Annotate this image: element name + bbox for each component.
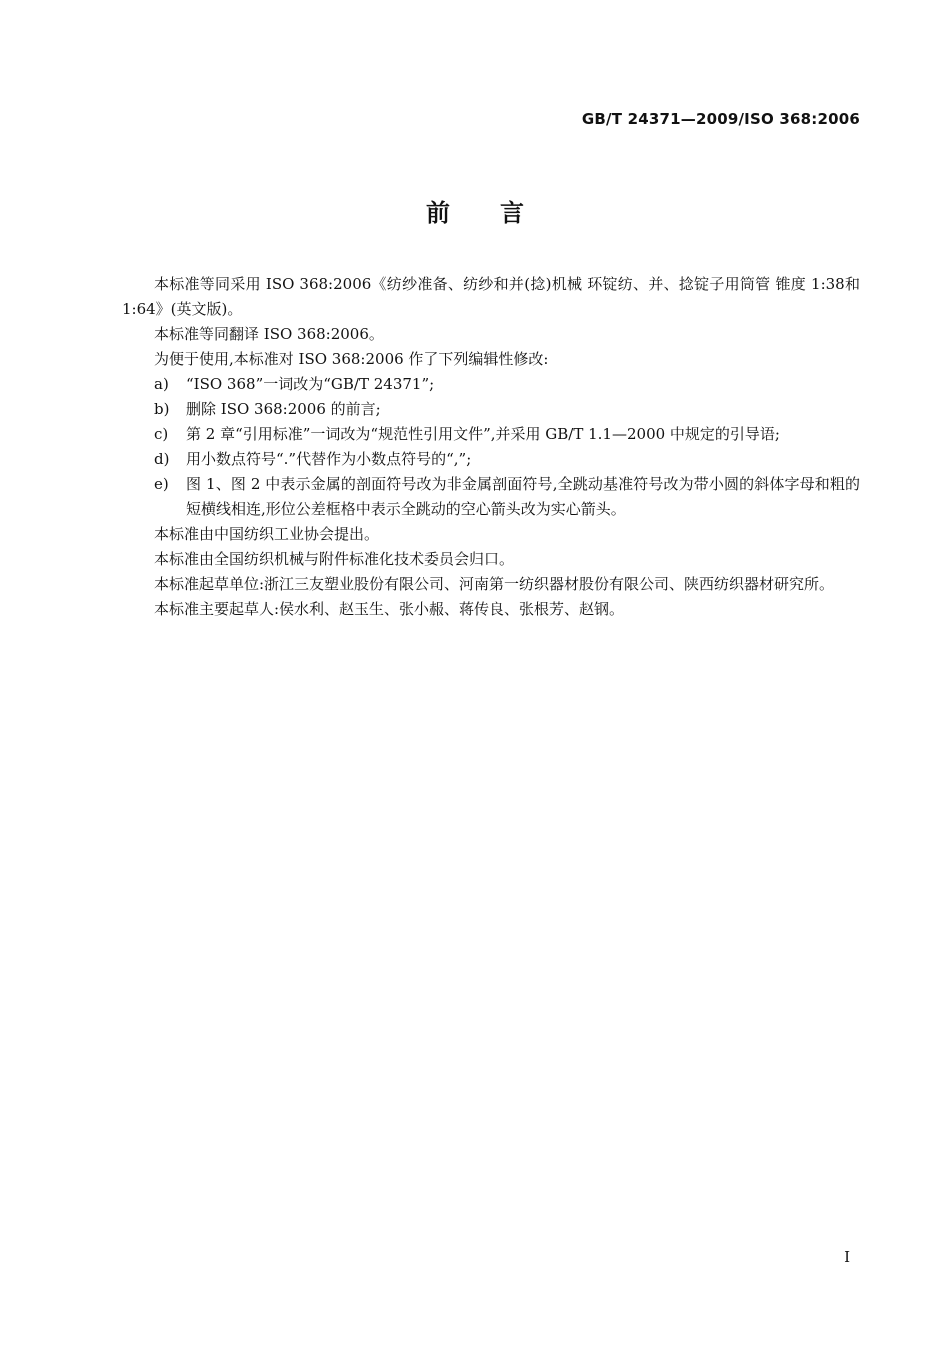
- list-item: [122, 372, 860, 397]
- list-item-label: b): [154, 400, 170, 418]
- list-item-text: 删除 ISO 368:2006 的前言;: [186, 400, 381, 418]
- list-item-label: a): [154, 375, 169, 393]
- list-item: [122, 447, 860, 472]
- list-item: [122, 397, 860, 422]
- intro-paragraph: 本标准等同翻译 ISO 368:2006。: [154, 325, 384, 343]
- list-item-text: “ISO 368”一词改为“GB/T 24371”;: [186, 375, 435, 393]
- outro-paragraph: 本标准由中国纺织工业协会提出。: [154, 525, 380, 543]
- page-title: 前言: [426, 199, 574, 227]
- page-number: I: [844, 1248, 850, 1266]
- list-item-label: d): [154, 450, 170, 468]
- list-item-text: 用小数点符号“.”代替作为小数点符号的“,”;: [186, 450, 472, 468]
- outro-paragraph: 本标准由全国纺织机械与附件标准化技术委员会归口。: [154, 550, 515, 568]
- list-item-text: 图 1、图 2 中表示金属的剖面符号改为非金属剖面符号,全跳动基准符号改为带小圆的斜体字母和粗的短横线相连,形位公差框格中表示全跳动的空心箭头改为实心箭头。: [186, 475, 860, 518]
- list-item-label: e): [154, 475, 169, 493]
- list-item-text: 第 2 章“引用标准”一词改为“规范性引用文件”,并采用 GB/T 1.1—2000 中规定的引导语;: [186, 425, 780, 443]
- list-item: [122, 422, 860, 447]
- outro-paragraph: 本标准主要起草人:侯水利、赵玉生、张小赧、蒋传良、张根芳、赵钢。: [154, 600, 625, 618]
- intro-paragraph: 本标准等同采用 ISO 368:2006《纺纱准备、纺纱和并(捻)机械 环锭纺、并、捻锭子用筒管 锥度 1:38和1:64》(英文版)。: [122, 275, 860, 318]
- list-item: [122, 472, 860, 522]
- standard-code: GB/T 24371—2009/ISO 368:2006: [581, 110, 860, 128]
- foreword-body: [122, 272, 860, 622]
- intro-paragraph: 为便于使用,本标准对 ISO 368:2006 作了下列编辑性修改:: [154, 350, 549, 368]
- list-item-label: c): [154, 425, 169, 443]
- outro-paragraph: 本标准起草单位:浙江三友塑业股份有限公司、河南第一纺织器材股份有限公司、陕西纺织器材研究所。: [154, 575, 835, 593]
